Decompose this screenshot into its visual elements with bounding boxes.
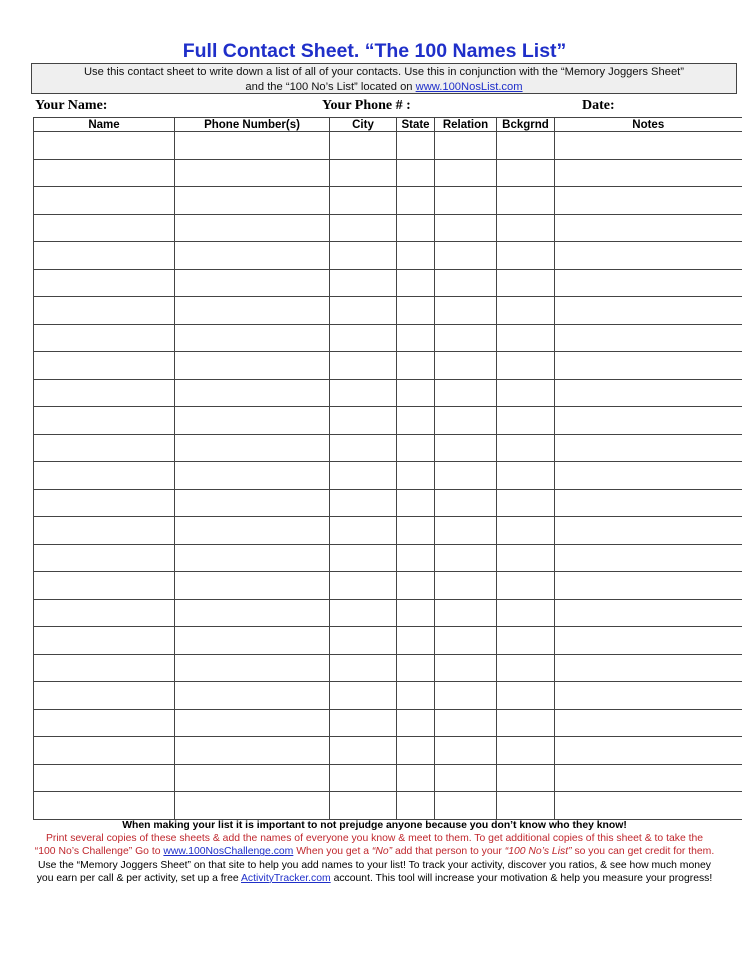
table-cell[interactable] xyxy=(497,544,555,572)
table-cell[interactable] xyxy=(555,544,742,572)
table-cell[interactable] xyxy=(34,627,175,655)
column-header: Relation xyxy=(435,118,497,132)
table-row xyxy=(34,352,742,380)
table-row xyxy=(34,517,742,545)
table-row xyxy=(34,627,742,655)
table-cell[interactable] xyxy=(175,737,330,765)
table-cell[interactable] xyxy=(397,792,435,820)
table-cell[interactable] xyxy=(435,269,497,297)
table-cell[interactable] xyxy=(397,682,435,710)
table-cell[interactable] xyxy=(435,434,497,462)
table-cell[interactable] xyxy=(397,737,435,765)
table-cell[interactable] xyxy=(435,159,497,187)
t: account. This tool will increase your motivation & help you measure your progress! xyxy=(330,872,713,884)
table-cell[interactable] xyxy=(330,187,397,215)
table-cell[interactable] xyxy=(555,599,742,627)
table-cell[interactable] xyxy=(330,352,397,380)
table-cell[interactable] xyxy=(34,132,175,160)
table-cell[interactable] xyxy=(34,324,175,352)
table-cell[interactable] xyxy=(555,269,742,297)
table-row xyxy=(34,214,742,242)
table-cell[interactable] xyxy=(34,682,175,710)
table-cell[interactable] xyxy=(175,214,330,242)
t: “100 No’s Challenge” Go to xyxy=(34,846,164,858)
table-cell[interactable] xyxy=(555,434,742,462)
table-cell[interactable] xyxy=(555,187,742,215)
table-cell[interactable] xyxy=(330,764,397,792)
your-name-label: Your Name: xyxy=(35,98,108,113)
footer-black-1: Use the “Memory Joggers Sheet” on that site to help you add names to your list! To track your activity, discover you ratios, & see how much money xyxy=(37,859,711,871)
table-cell[interactable] xyxy=(435,517,497,545)
table-cell[interactable] xyxy=(34,407,175,435)
table-cell[interactable] xyxy=(435,792,497,820)
table-cell[interactable] xyxy=(497,297,555,325)
table-cell[interactable] xyxy=(397,489,435,517)
intro-text: and the “100 No’s List” located on xyxy=(245,81,416,93)
table-cell[interactable] xyxy=(555,242,742,270)
table-cell[interactable] xyxy=(397,764,435,792)
table-cell[interactable] xyxy=(397,599,435,627)
table-cell[interactable] xyxy=(397,324,435,352)
table-cell[interactable] xyxy=(435,654,497,682)
table-cell[interactable] xyxy=(330,242,397,270)
t: “100 No’s List” xyxy=(504,846,572,858)
table-cell[interactable] xyxy=(497,682,555,710)
table-cell[interactable] xyxy=(330,297,397,325)
table-cell[interactable] xyxy=(435,599,497,627)
intro-line-1: Use this contact sheet to write down a list of all of your contacts. Use this in conjunction with the “Memory Joggers Sheet” xyxy=(83,66,685,78)
table-cell[interactable] xyxy=(435,682,497,710)
table-cell[interactable] xyxy=(34,352,175,380)
table-row xyxy=(34,269,742,297)
table-cell[interactable] xyxy=(397,544,435,572)
table-cell[interactable] xyxy=(497,407,555,435)
table-cell[interactable] xyxy=(397,654,435,682)
table-cell[interactable] xyxy=(435,324,497,352)
table-cell[interactable] xyxy=(175,407,330,435)
table-row xyxy=(34,379,742,407)
table-row xyxy=(34,682,742,710)
table-cell[interactable] xyxy=(34,242,175,270)
table-cell[interactable] xyxy=(397,434,435,462)
table-cell[interactable] xyxy=(175,352,330,380)
table-cell[interactable] xyxy=(397,379,435,407)
table-row xyxy=(34,132,742,160)
table-cell[interactable] xyxy=(497,242,555,270)
table-cell[interactable] xyxy=(330,132,397,160)
table-cell[interactable] xyxy=(497,132,555,160)
table-cell[interactable] xyxy=(175,132,330,160)
table-cell[interactable] xyxy=(397,269,435,297)
your-phone-label: Your Phone # : xyxy=(322,98,411,113)
table-row xyxy=(34,654,742,682)
table-row xyxy=(34,489,742,517)
table-cell[interactable] xyxy=(175,517,330,545)
table-row xyxy=(34,544,742,572)
table-cell[interactable] xyxy=(330,599,397,627)
table-cell[interactable] xyxy=(175,489,330,517)
footer-bold: When making your list it is important to not prejudge anyone because you don’t know who they know! xyxy=(122,820,627,831)
table-cell[interactable] xyxy=(34,709,175,737)
table-cell[interactable] xyxy=(497,187,555,215)
table-cell[interactable] xyxy=(555,214,742,242)
column-header: State xyxy=(397,118,435,132)
table-cell[interactable] xyxy=(497,324,555,352)
table-cell[interactable] xyxy=(397,517,435,545)
table-cell[interactable] xyxy=(497,269,555,297)
column-header: Phone Number(s) xyxy=(175,118,330,132)
table-cell[interactable] xyxy=(497,764,555,792)
table-cell[interactable] xyxy=(175,159,330,187)
table-cell[interactable] xyxy=(175,709,330,737)
table-cell[interactable] xyxy=(497,572,555,600)
table-cell[interactable] xyxy=(497,214,555,242)
table-cell[interactable] xyxy=(330,214,397,242)
table-cell[interactable] xyxy=(34,379,175,407)
table-cell[interactable] xyxy=(330,434,397,462)
table-row xyxy=(34,242,742,270)
table-cell[interactable] xyxy=(435,297,497,325)
table-cell[interactable] xyxy=(555,682,742,710)
table-cell[interactable] xyxy=(397,159,435,187)
table-cell[interactable] xyxy=(497,709,555,737)
table-cell[interactable] xyxy=(175,434,330,462)
footer-black-2 xyxy=(0,872,749,885)
table-cell[interactable] xyxy=(435,544,497,572)
table-cell[interactable] xyxy=(175,269,330,297)
table-cell[interactable] xyxy=(397,627,435,655)
table-cell[interactable] xyxy=(34,654,175,682)
table-cell[interactable] xyxy=(555,572,742,600)
footer-red-1: Print several copies of these sheets & add the names of everyone you know & meet to them. To get additional copies of this sheet & to take the xyxy=(45,833,704,845)
table-cell[interactable] xyxy=(435,709,497,737)
table-cell[interactable] xyxy=(555,764,742,792)
column-header: Notes xyxy=(555,118,742,132)
table-row xyxy=(34,434,742,462)
nos-list-link[interactable]: www.100NosList.com xyxy=(415,81,523,93)
table-cell[interactable] xyxy=(330,627,397,655)
table-cell[interactable] xyxy=(175,792,330,820)
table-cell[interactable] xyxy=(330,654,397,682)
t: so you can get credit for them. xyxy=(571,846,715,858)
footer-red-2 xyxy=(0,845,749,858)
t: you earn per call & per activity, set up a free xyxy=(36,872,241,884)
table-cell[interactable] xyxy=(497,517,555,545)
table-row xyxy=(34,737,742,765)
intro-line-2 xyxy=(32,80,736,95)
activity-tracker-link[interactable]: ActivityTracker.com xyxy=(241,872,331,884)
table-cell[interactable] xyxy=(175,599,330,627)
table-cell[interactable] xyxy=(34,434,175,462)
table-cell[interactable] xyxy=(397,132,435,160)
table-cell[interactable] xyxy=(555,709,742,737)
table-cell[interactable] xyxy=(330,517,397,545)
table-cell[interactable] xyxy=(34,187,175,215)
table-cell[interactable] xyxy=(397,407,435,435)
table-cell[interactable] xyxy=(34,159,175,187)
table-cell[interactable] xyxy=(330,269,397,297)
table-cell[interactable] xyxy=(330,709,397,737)
table-cell[interactable] xyxy=(330,792,397,820)
table-cell[interactable] xyxy=(435,352,497,380)
table-cell[interactable] xyxy=(497,379,555,407)
table-cell[interactable] xyxy=(34,214,175,242)
table-cell[interactable] xyxy=(497,159,555,187)
table-cell[interactable] xyxy=(397,187,435,215)
table-cell[interactable] xyxy=(175,462,330,490)
table-row xyxy=(34,324,742,352)
table-cell[interactable] xyxy=(34,764,175,792)
table-cell[interactable] xyxy=(34,792,175,820)
table-row xyxy=(34,572,742,600)
table-cell[interactable] xyxy=(330,544,397,572)
table-cell[interactable] xyxy=(397,352,435,380)
table-row xyxy=(34,462,742,490)
table-cell[interactable] xyxy=(435,214,497,242)
table-cell[interactable] xyxy=(397,242,435,270)
contact-table xyxy=(33,117,742,820)
table-cell[interactable] xyxy=(555,297,742,325)
table-cell[interactable] xyxy=(397,297,435,325)
t: add that person to your xyxy=(392,846,505,858)
intro-box xyxy=(31,63,737,94)
table-row xyxy=(34,709,742,737)
table-cell[interactable] xyxy=(555,654,742,682)
table-cell[interactable] xyxy=(497,627,555,655)
table-cell[interactable] xyxy=(555,517,742,545)
table-cell[interactable] xyxy=(34,269,175,297)
table-cell[interactable] xyxy=(555,132,742,160)
table-cell[interactable] xyxy=(330,682,397,710)
table-cell[interactable] xyxy=(330,489,397,517)
table-row xyxy=(34,764,742,792)
table-cell[interactable] xyxy=(555,159,742,187)
table-cell[interactable] xyxy=(435,462,497,490)
table-cell[interactable] xyxy=(497,599,555,627)
table-cell[interactable] xyxy=(34,737,175,765)
table-cell[interactable] xyxy=(555,379,742,407)
table-cell[interactable] xyxy=(175,187,330,215)
table-cell[interactable] xyxy=(34,572,175,600)
table-cell[interactable] xyxy=(175,764,330,792)
table-cell[interactable] xyxy=(34,489,175,517)
table-row xyxy=(34,407,742,435)
table-cell[interactable] xyxy=(555,407,742,435)
table-cell[interactable] xyxy=(435,489,497,517)
table-cell[interactable] xyxy=(555,489,742,517)
table-cell[interactable] xyxy=(435,379,497,407)
table-cell[interactable] xyxy=(555,352,742,380)
table-row xyxy=(34,599,742,627)
table-cell[interactable] xyxy=(435,737,497,765)
column-header: Bckgrnd xyxy=(497,118,555,132)
table-cell[interactable] xyxy=(34,462,175,490)
table-cell[interactable] xyxy=(175,379,330,407)
table-cell[interactable] xyxy=(397,214,435,242)
table-cell[interactable] xyxy=(34,297,175,325)
table-cell[interactable] xyxy=(175,297,330,325)
table-cell[interactable] xyxy=(497,352,555,380)
table-cell[interactable] xyxy=(435,572,497,600)
table-row xyxy=(34,159,742,187)
column-header: Name xyxy=(34,118,175,132)
table-row xyxy=(34,187,742,215)
table-cell[interactable] xyxy=(555,737,742,765)
table-cell[interactable] xyxy=(497,434,555,462)
table-cell[interactable] xyxy=(175,627,330,655)
table-cell[interactable] xyxy=(175,654,330,682)
table-cell[interactable] xyxy=(175,324,330,352)
table-cell[interactable] xyxy=(435,132,497,160)
table-cell[interactable] xyxy=(397,709,435,737)
footer xyxy=(0,819,749,885)
table-cell[interactable] xyxy=(555,462,742,490)
table-cell[interactable] xyxy=(435,627,497,655)
challenge-link[interactable]: www.100NosChallenge.com xyxy=(163,846,294,858)
table-cell[interactable] xyxy=(555,627,742,655)
table-cell[interactable] xyxy=(175,572,330,600)
table-cell[interactable] xyxy=(497,462,555,490)
table-cell[interactable] xyxy=(397,572,435,600)
table-cell[interactable] xyxy=(175,544,330,572)
table-cell[interactable] xyxy=(435,764,497,792)
table-row xyxy=(34,297,742,325)
table-cell[interactable] xyxy=(175,242,330,270)
t: “No” xyxy=(371,846,393,858)
t: When you get a xyxy=(293,846,372,858)
table-cell[interactable] xyxy=(555,792,742,820)
table-cell[interactable] xyxy=(34,599,175,627)
table-cell[interactable] xyxy=(330,572,397,600)
table-cell[interactable] xyxy=(497,792,555,820)
date-label: Date: xyxy=(582,98,615,113)
table-cell[interactable] xyxy=(330,324,397,352)
table-cell[interactable] xyxy=(555,324,742,352)
table-cell[interactable] xyxy=(330,462,397,490)
table-cell[interactable] xyxy=(330,379,397,407)
table-cell[interactable] xyxy=(34,544,175,572)
table-row xyxy=(34,792,742,820)
table-cell[interactable] xyxy=(397,462,435,490)
table-cell[interactable] xyxy=(435,187,497,215)
table-cell[interactable] xyxy=(330,159,397,187)
column-header: City xyxy=(330,118,397,132)
table-cell[interactable] xyxy=(175,682,330,710)
table-cell[interactable] xyxy=(435,407,497,435)
table-cell[interactable] xyxy=(34,517,175,545)
table-cell[interactable] xyxy=(497,654,555,682)
table-cell[interactable] xyxy=(497,489,555,517)
table-cell[interactable] xyxy=(435,242,497,270)
table-cell[interactable] xyxy=(497,737,555,765)
table-cell[interactable] xyxy=(330,407,397,435)
table-cell[interactable] xyxy=(330,737,397,765)
page-title: Full Contact Sheet. “The 100 Names List” xyxy=(182,40,567,62)
